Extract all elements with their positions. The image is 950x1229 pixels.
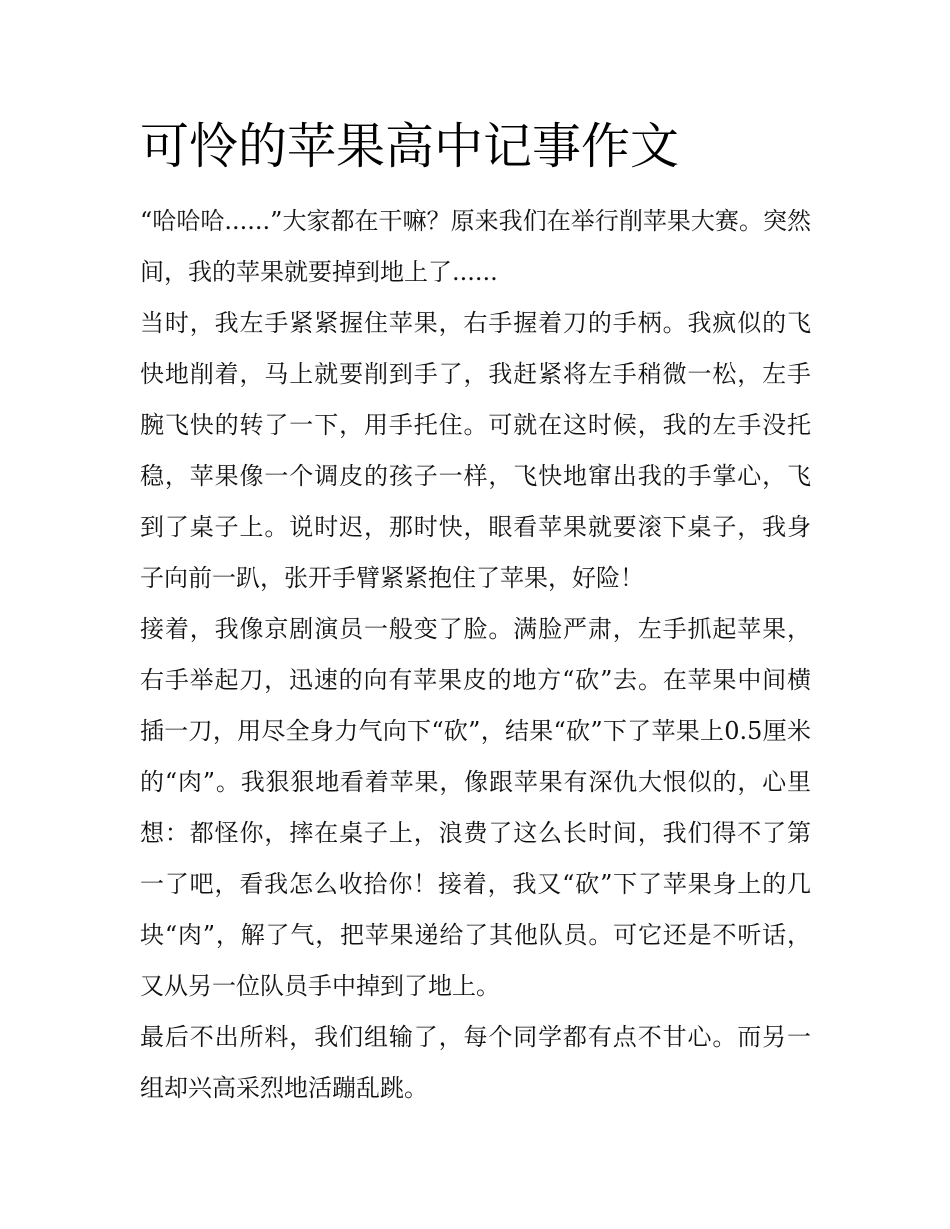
paragraph-4: 最后不出所料，我们组输了，每个同学都有点不甘心。而另一组却兴高采烈地活蹦乱跳。 xyxy=(140,1023,811,1102)
paragraph-1: “哈哈哈......”大家都在干嘛？原来我们在举行削苹果大赛。突然间，我的苹果就要掉到地上了...... xyxy=(140,207,811,286)
document-title: 可怜的苹果高中记事作文 xyxy=(140,118,680,175)
paragraph-2: 当时，我左手紧紧握住苹果，右手握着刀的手柄。我疯似的飞快地削着，马上就要削到手了，我赶紧将左手稍微一松，左手腕飞快的转了一下，用手托住。可就在这时候，我的左手没托稳，苹果像一个调皮的孩子一样，飞快地窜出我的手掌心，飞到了桌子上。说时迟，那时快，眼看苹果就要滚下桌子，我身子向前一趴，张开手臂紧紧抱住了苹果，好险！ xyxy=(140,309,811,592)
paragraph-3: 接着，我像京剧演员一般变了脸。满脸严肃，左手抓起苹果，右手举起刀，迅速的向有苹果皮的地方“砍”去。在苹果中间横插一刀，用尽全身力气向下“砍”，结果“砍”下了苹果上0.5厘米的“肉”。我狠狠地看着苹果，像跟苹果有深仇大恨似的，心里想：都怪你，摔在桌子上，浪费了这么长时间，我们得不了第一了吧，看我怎么收拾你！接着，我又“砍”下了苹果身上的几块“肉”，解了气，把苹果递给了其他队员。可它还是不听话，又从另一位队员手中掉到了地上。 xyxy=(140,615,811,1000)
document-body xyxy=(140,196,811,1114)
